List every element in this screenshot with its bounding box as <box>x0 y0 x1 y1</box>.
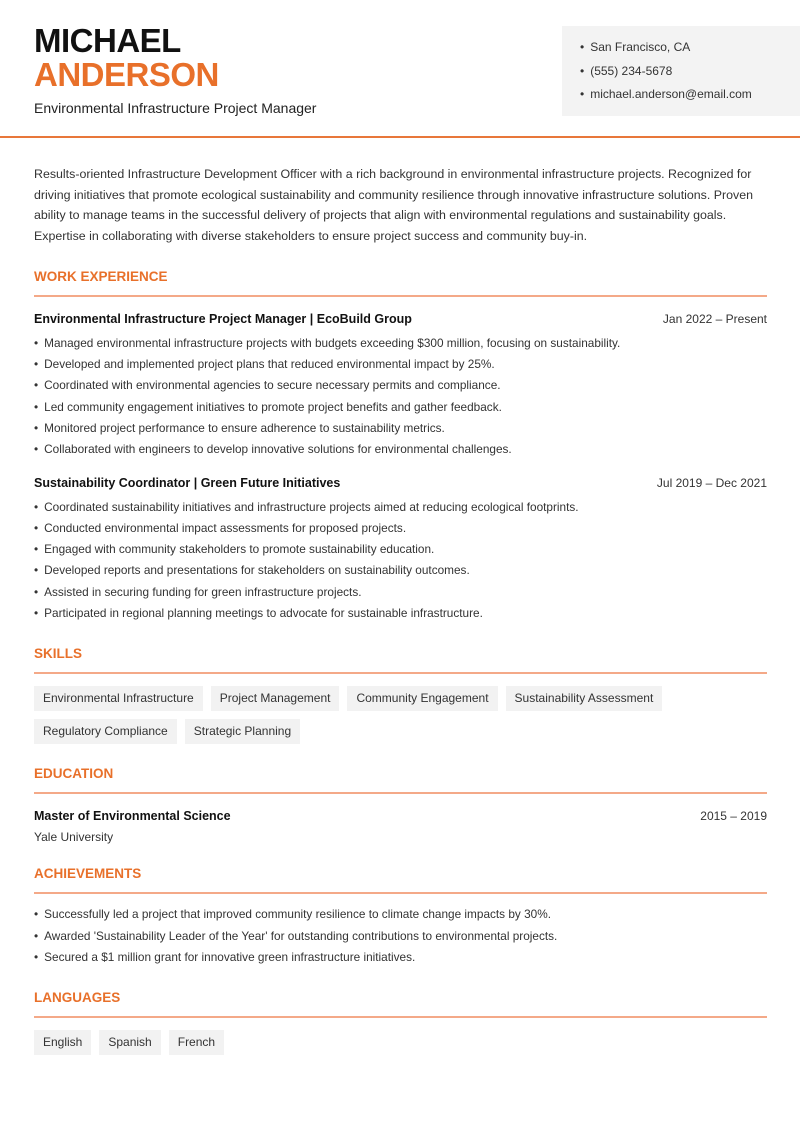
resume-header <box>0 0 800 138</box>
last-name: ANDERSON <box>34 56 219 93</box>
skill-tag: Strategic Planning <box>185 719 300 744</box>
achievement-item: • Successfully led a project that improved community resilience to climate change impacts by 30%. <box>34 904 767 925</box>
language-tag: English <box>34 1030 91 1055</box>
skill-tag: Sustainability Assessment <box>506 686 663 711</box>
skill-tag: Environmental Infrastructure <box>34 686 203 711</box>
bullet-item: • Coordinated sustainability initiatives and infrastructure projects aimed at reducing ecological footprints. <box>34 497 767 518</box>
bullet-item: • Developed reports and presentations for stakeholders on sustainability outcomes. <box>34 560 767 581</box>
section-heading: EDUCATION <box>34 766 767 794</box>
skills-section <box>34 646 767 744</box>
languages-section <box>34 990 767 1055</box>
achievement-item: • Awarded 'Sustainability Leader of the Year' for outstanding contributions to environmental projects. <box>34 926 767 947</box>
bullet-item: • Conducted environmental impact assessments for proposed projects. <box>34 518 767 539</box>
education-section <box>34 766 767 844</box>
first-name: MICHAEL <box>34 22 181 59</box>
section-heading: SKILLS <box>34 646 767 674</box>
language-tag: Spanish <box>99 1030 160 1055</box>
candidate-name <box>34 24 219 92</box>
skill-tag: Project Management <box>211 686 340 711</box>
job-dates: Jul 2019 – Dec 2021 <box>656 475 767 490</box>
achievement-item: • Secured a $1 million grant for innovative green infrastructure initiatives. <box>34 947 767 968</box>
bullet-item: • Managed environmental infrastructure projects with budgets exceeding $300 million, focusing on sustainability. <box>34 333 767 354</box>
job-role: Sustainability Coordinator | Green Future Initiatives <box>34 475 341 490</box>
job-entry <box>34 475 767 625</box>
job-title: Environmental Infrastructure Project Manager <box>34 100 317 116</box>
bullet-item: • Assisted in securing funding for green infrastructure projects. <box>34 582 767 603</box>
bullet-item: • Engaged with community stakeholders to promote sustainability education. <box>34 539 767 560</box>
contact-phone: • (555) 234-5678 <box>580 63 800 87</box>
job-role: Environmental Infrastructure Project Manager | EcoBuild Group <box>34 311 412 326</box>
bullet-item: • Coordinated with environmental agencies to secure necessary permits and compliance. <box>34 375 767 396</box>
job-dates: Jan 2022 – Present <box>662 311 767 326</box>
contact-email[interactable]: • michael.anderson@email.com <box>580 86 800 110</box>
work-experience-section <box>34 269 767 625</box>
language-tag: French <box>169 1030 224 1055</box>
section-heading: ACHIEVEMENTS <box>34 866 767 894</box>
education-entry <box>34 808 767 844</box>
summary: Results-oriented Infrastructure Development Officer with a rich background in environmental infrastructure projects. Recognized for driving initiatives that promote ecological sustainability and community resilience through innovative infrastructure solutions. Proven ability to manage teams in the successful delivery of projects that align with environmental regulations and sustainability goals. Expertise in collaborating with diverse stakeholders to ensure project success and community buy-in. <box>34 167 754 244</box>
job-bullets <box>34 333 767 461</box>
bullet-item: • Developed and implemented project plans that reduced environmental impact by 25%. <box>34 354 767 375</box>
bullet-item: • Collaborated with engineers to develop innovative solutions for environmental challenges. <box>34 439 767 460</box>
job-header <box>34 311 767 327</box>
skill-tag: Community Engagement <box>347 686 497 711</box>
job-bullets <box>34 497 767 625</box>
skill-tag: Regulatory Compliance <box>34 719 177 744</box>
education-dates: 2015 – 2019 <box>700 809 767 824</box>
section-heading: WORK EXPERIENCE <box>34 269 767 297</box>
bullet-item: • Led community engagement initiatives to promote project benefits and gather feedback. <box>34 397 767 418</box>
contact-box <box>562 26 800 116</box>
achievements-section <box>34 866 767 968</box>
bullet-item: • Monitored project performance to ensure adherence to sustainability metrics. <box>34 418 767 439</box>
job-header <box>34 475 767 491</box>
degree: Master of Environmental Science <box>34 809 231 824</box>
contact-location: • San Francisco, CA <box>580 39 800 63</box>
bullet-item: • Participated in regional planning meetings to advocate for sustainable infrastructure. <box>34 603 767 624</box>
section-heading: LANGUAGES <box>34 990 767 1018</box>
school: Yale University <box>34 830 114 845</box>
job-entry <box>34 311 767 461</box>
